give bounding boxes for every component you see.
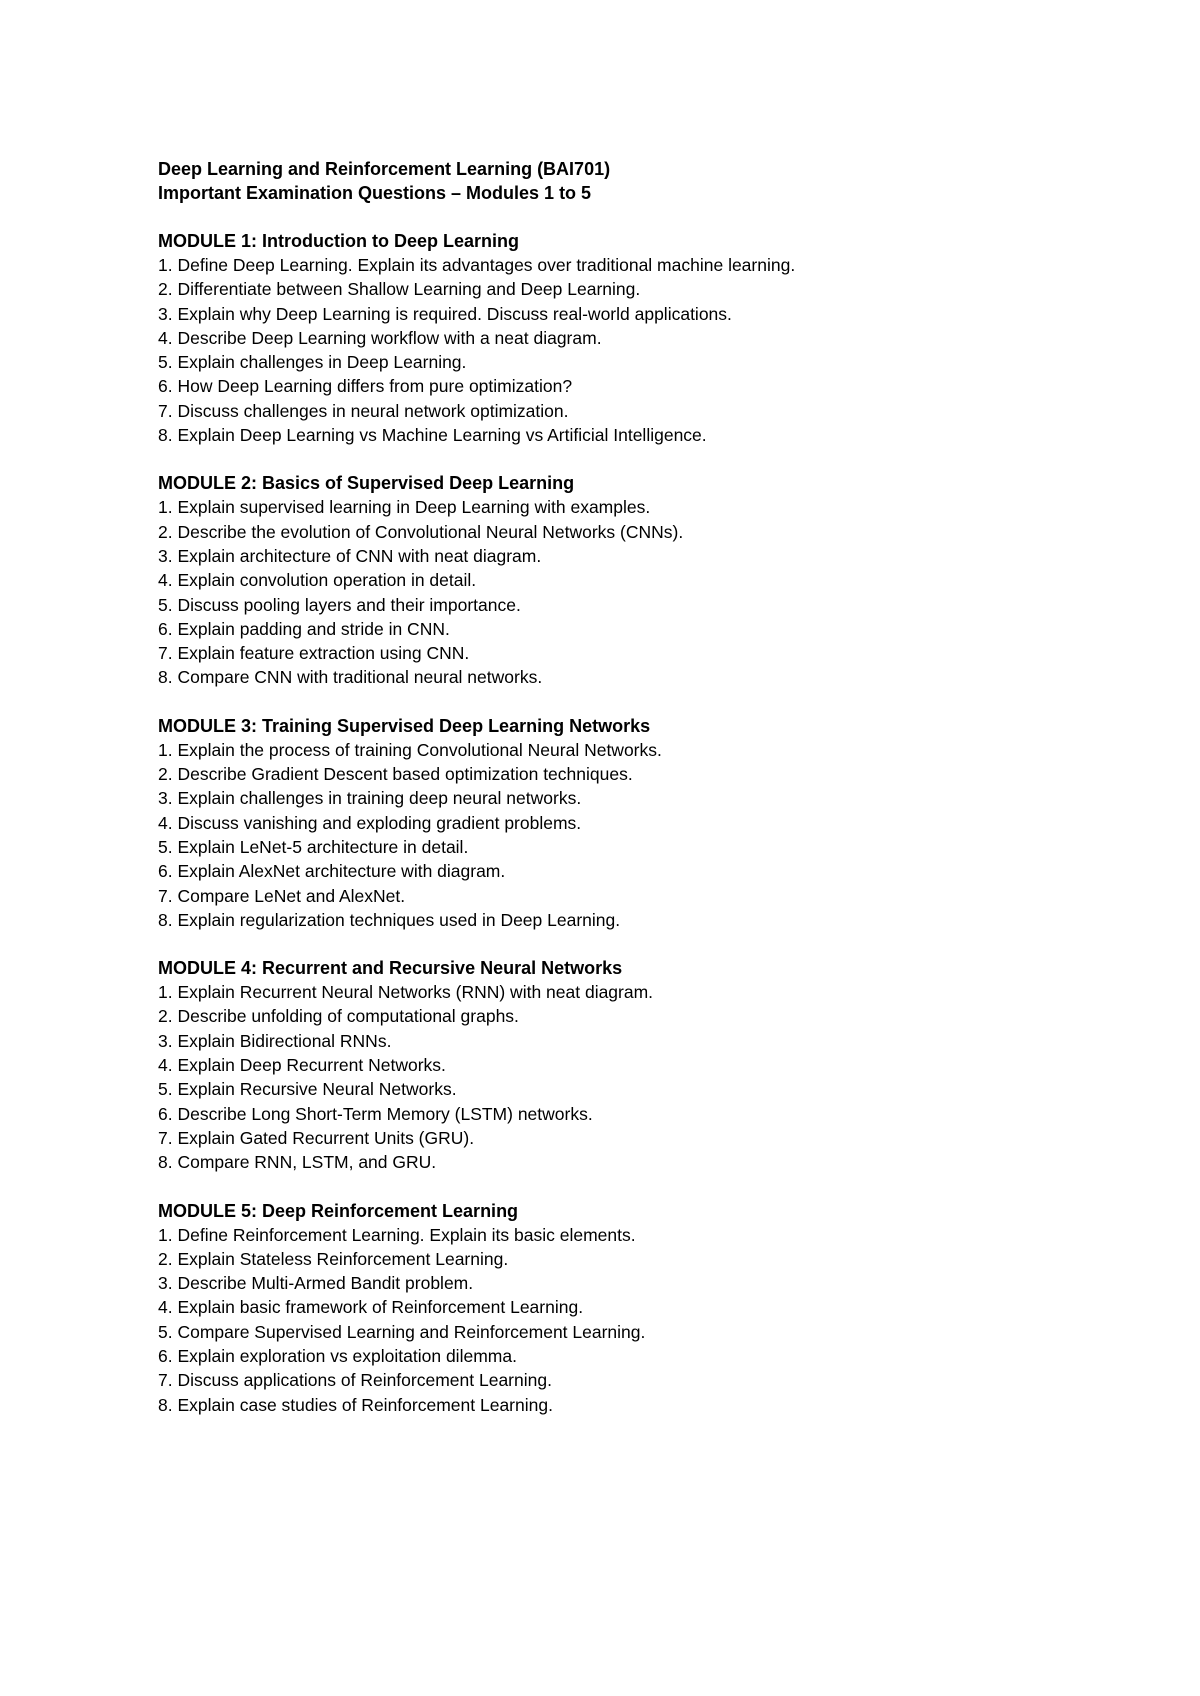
question-item: 5. Compare Supervised Learning and Reinforcement Learning. — [158, 1321, 646, 1342]
question-list — [158, 738, 1138, 932]
question-item: 1. Define Deep Learning. Explain its advantages over traditional machine learning. — [158, 255, 796, 275]
question-item: 1. Explain the process of training Convolutional Neural Networks. — [158, 739, 662, 760]
question-list — [158, 495, 1138, 689]
question-item: 1. Explain supervised learning in Deep Learning with examples. — [158, 497, 651, 518]
question-item: 7. Discuss challenges in neural network optimization. — [158, 400, 569, 421]
document-page — [158, 157, 1138, 1417]
question-item: 1. Explain Recurrent Neural Networks (RNN) with neat diagram. — [158, 982, 654, 1003]
question-item: 2. Explain Stateless Reinforcement Learning. — [158, 1248, 509, 1269]
question-item: 2. Describe Gradient Descent based optimization techniques. — [158, 764, 633, 785]
question-item: 4. Explain convolution operation in detail. — [158, 570, 477, 591]
question-item: 6. Describe Long Short-Term Memory (LSTM) networks. — [158, 1103, 593, 1124]
module-heading: MODULE 2: Basics of Supervised Deep Learning — [158, 473, 575, 494]
module-section-5 — [158, 1199, 1138, 1417]
question-item: 6. Explain AlexNet architecture with diagram. — [158, 861, 506, 882]
question-item: 7. Explain feature extraction using CNN. — [158, 643, 470, 664]
question-item: 3. Explain Bidirectional RNNs. — [158, 1030, 392, 1051]
question-item: 2. Describe the evolution of Convolutional Neural Networks (CNNs). — [158, 521, 684, 542]
question-item: 8. Compare RNN, LSTM, and GRU. — [158, 1152, 437, 1173]
question-item: 2. Describe unfolding of computational graphs. — [158, 1006, 519, 1027]
document-subtitle: Important Examination Questions – Modules 1 to 5 — [158, 183, 592, 203]
question-item: 7. Discuss applications of Reinforcement Learning. — [158, 1370, 552, 1391]
module-heading: MODULE 4: Recurrent and Recursive Neural Networks — [158, 958, 623, 979]
module-section-3 — [158, 714, 1138, 932]
question-item: 4. Explain Deep Recurrent Networks. — [158, 1055, 446, 1076]
module-section-1 — [158, 229, 1138, 447]
question-item: 4. Describe Deep Learning workflow with a neat diagram. — [158, 327, 602, 348]
module-heading: MODULE 5: Deep Reinforcement Learning — [158, 1200, 519, 1221]
question-item: 8. Explain regularization techniques used in Deep Learning. — [158, 909, 621, 930]
question-item: 3. Describe Multi-Armed Bandit problem. — [158, 1273, 474, 1294]
question-item: 6. Explain exploration vs exploitation dilemma. — [158, 1345, 517, 1366]
question-list — [158, 1223, 1138, 1417]
module-section-4 — [158, 956, 1138, 1174]
module-section-2 — [158, 471, 1138, 689]
document-title: Deep Learning and Reinforcement Learning (BAI701) — [158, 159, 611, 179]
question-item: 5. Explain challenges in Deep Learning. — [158, 352, 467, 373]
question-item: 3. Explain challenges in training deep neural networks. — [158, 788, 582, 809]
question-item: 2. Differentiate between Shallow Learning and Deep Learning. — [158, 279, 641, 300]
question-item: 8. Explain Deep Learning vs Machine Learning vs Artificial Intelligence. — [158, 425, 707, 446]
question-list — [158, 253, 1138, 447]
module-heading: MODULE 1: Introduction to Deep Learning — [158, 231, 519, 251]
question-item: 3. Explain why Deep Learning is required. Discuss real-world applications. — [158, 303, 732, 324]
question-item: 8. Explain case studies of Reinforcement Learning. — [158, 1394, 553, 1415]
question-list — [158, 980, 1138, 1174]
question-item: 8. Compare CNN with traditional neural networks. — [158, 667, 543, 688]
modules-container — [158, 229, 1138, 1417]
question-item: 7. Explain Gated Recurrent Units (GRU). — [158, 1127, 475, 1148]
question-item: 6. Explain padding and stride in CNN. — [158, 618, 450, 639]
question-item: 5. Explain Recursive Neural Networks. — [158, 1079, 457, 1100]
question-item: 6. How Deep Learning differs from pure optimization? — [158, 376, 573, 397]
module-heading: MODULE 3: Training Supervised Deep Learning Networks — [158, 715, 651, 736]
question-item: 4. Explain basic framework of Reinforcement Learning. — [158, 1297, 584, 1318]
question-item: 1. Define Reinforcement Learning. Explain its basic elements. — [158, 1224, 636, 1245]
question-item: 4. Discuss vanishing and exploding gradient problems. — [158, 812, 582, 833]
question-item: 5. Discuss pooling layers and their importance. — [158, 594, 521, 615]
question-item: 5. Explain LeNet-5 architecture in detail. — [158, 836, 469, 857]
question-item: 7. Compare LeNet and AlexNet. — [158, 885, 406, 906]
question-item: 3. Explain architecture of CNN with neat diagram. — [158, 545, 542, 566]
